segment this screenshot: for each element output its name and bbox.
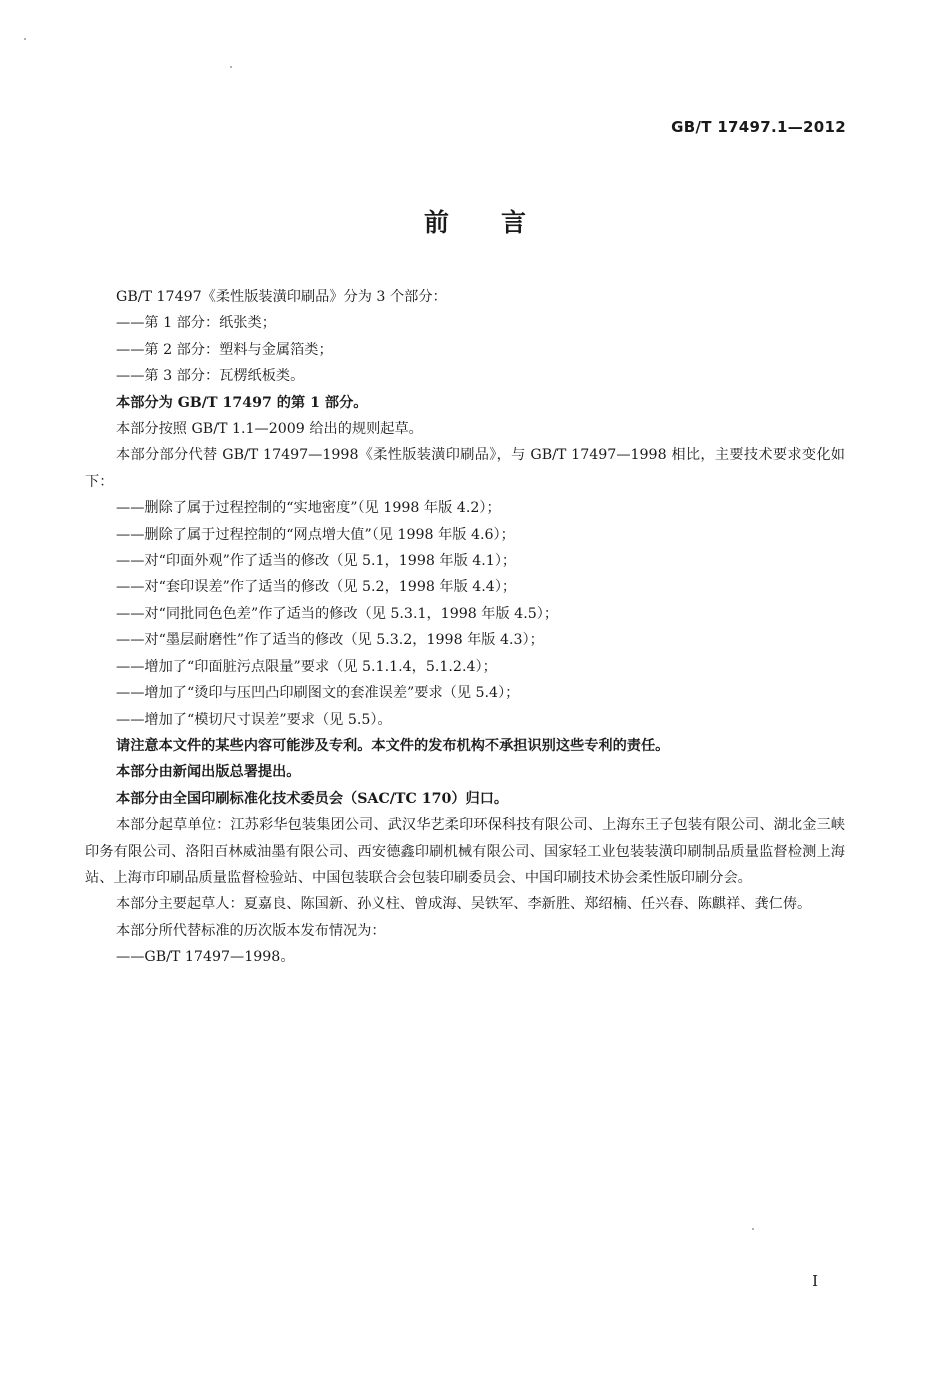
- paragraph: 本部分为 GB/T 17497 的第 1 部分。: [116, 394, 368, 411]
- standard-code: GB/T 17497.1—2012: [671, 118, 846, 136]
- paragraph: ——增加了“模切尺寸误差”要求（见 5.5）。: [116, 711, 392, 728]
- page-title: 前言: [423, 208, 578, 237]
- page-number: I: [812, 1272, 818, 1290]
- foreword-body: [85, 284, 845, 971]
- paragraph: ——删除了属于过程控制的“实地密度”（见 1998 年版 4.2）；: [116, 500, 501, 517]
- scan-speck: [230, 66, 232, 68]
- paragraph: ——对“印面外观”作了适当的修改（见 5.1，1998 年版 4.1）；: [116, 553, 517, 570]
- paragraph: ——增加了“烫印与压凹凸印刷图文的套准误差”要求（见 5.4）；: [116, 685, 520, 702]
- paragraph: 本部分由新闻出版总署提出。: [116, 764, 301, 781]
- scan-speck: [752, 1228, 754, 1230]
- paragraph: ——对“墨层耐磨性”作了适当的修改（见 5.3.2，1998 年版 4.3）；: [116, 632, 544, 649]
- paragraph: ——第 2 部分：塑料与金属箔类；: [116, 341, 333, 358]
- paragraph: GB/T 17497《柔性版装潢印刷品》分为 3 个部分：: [116, 289, 447, 305]
- paragraph: ——删除了属于过程控制的“网点增大值”（见 1998 年版 4.6）；: [116, 526, 515, 543]
- paragraph: ——GB/T 17497—1998。: [116, 949, 295, 966]
- paragraph: ——第 3 部分：瓦楞纸板类。: [116, 368, 305, 385]
- paragraph: 本部分由全国印刷标准化技术委员会（SAC/TC 170）归口。: [116, 790, 509, 807]
- paragraph: ——第 1 部分：纸张类；: [116, 315, 276, 332]
- paragraph: 本部分所代替标准的历次版本发布情况为：: [116, 922, 386, 939]
- scan-speck: [24, 38, 26, 40]
- paragraph: 本部分起草单位：江苏彩华包装集团公司、武汉华艺柔印环保科技有限公司、上海东王子包装有限公司、湖北金三峡印务有限公司、洛阳百林威油墨有限公司、西安德鑫印刷机械有限公司、国家轻工业包装装潢印刷制品质量监督检测上海站、上海市印刷品质量监督检验站、中国包装联合会包装印刷委员会、中国印刷技术协会柔性版印刷分会。: [85, 817, 845, 886]
- paragraph: 请注意本文件的某些内容可能涉及专利。本文件的发布机构不承担识别这些专利的责任。: [116, 737, 670, 754]
- paragraph: ——对“同批同色色差”作了适当的修改（见 5.3.1，1998 年版 4.5）；: [116, 605, 559, 622]
- paragraph: 本部分主要起草人：夏嘉良、陈国新、孙义柱、曾成海、吴铁军、李新胜、郑绍楠、任兴春、陈麒祥、龚仁俦。: [116, 896, 812, 913]
- paragraph: ——增加了“印面脏污点限量”要求（见 5.1.1.4，5.1.2.4）；: [116, 658, 497, 675]
- paragraph: 本部分部分代替 GB/T 17497—1998《柔性版装潢印刷品》，与 GB/T 17497—1998 相比，主要技术要求变化如下：: [85, 447, 845, 490]
- paragraph: 本部分按照 GB/T 1.1—2009 给出的规则起草。: [116, 421, 423, 438]
- paragraph: ——对“套印误差”作了适当的修改（见 5.2，1998 年版 4.4）；: [116, 579, 517, 596]
